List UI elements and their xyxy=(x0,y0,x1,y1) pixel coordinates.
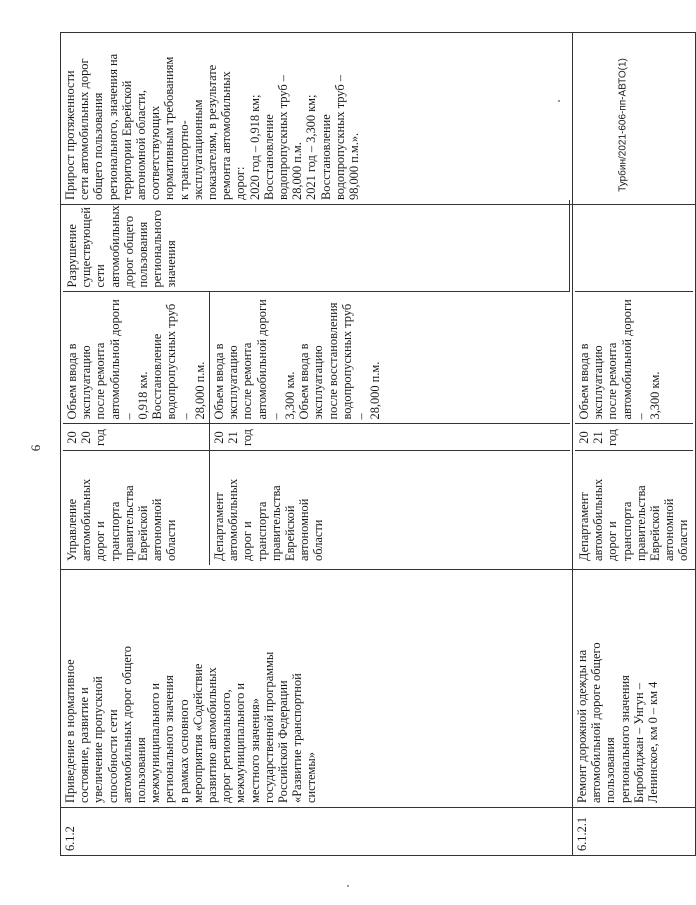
subrows-cell xyxy=(573,205,696,570)
text-line: Департамент xyxy=(212,492,227,561)
text-line: правительства xyxy=(633,485,648,561)
text-line: год xyxy=(93,429,108,446)
year-text xyxy=(212,429,255,447)
text-line: водопропускных труб – xyxy=(339,303,369,420)
result-cell xyxy=(575,292,693,424)
text-line: регионального, значения на xyxy=(105,53,120,200)
text-line: государственной программы xyxy=(261,651,276,803)
text-line: автомобильных xyxy=(226,478,241,561)
sub-row-2020 xyxy=(63,200,210,565)
executor-text xyxy=(212,456,326,562)
text-line: 3,300 км. xyxy=(283,371,298,420)
text-line: области xyxy=(311,519,326,561)
document-code: Турбин/2021-606-пп-АВТО(1) xyxy=(617,58,629,192)
consequence-cell xyxy=(63,200,570,292)
executor-text xyxy=(577,456,691,562)
text-line: пользования xyxy=(603,737,618,803)
year-text xyxy=(577,429,620,447)
text-line: состояние, развитие и xyxy=(77,687,92,803)
text-line: Приведение в нормативное xyxy=(63,659,77,803)
text-line: нормативным требованиям xyxy=(162,56,177,200)
text-line: автомобильной дороги – xyxy=(107,299,136,420)
executor-cell xyxy=(210,451,570,565)
text-line: показателям, в результате xyxy=(205,64,220,200)
table-row-6-1-2 xyxy=(61,33,573,856)
sub-table xyxy=(63,200,570,565)
text-line: Восстановление xyxy=(150,333,165,420)
text-line: 28,000 п.м. xyxy=(192,361,207,420)
result-cell xyxy=(63,292,210,424)
scan-speck xyxy=(347,885,349,887)
text-line: Объем ввода в эксплуатацию xyxy=(212,343,241,420)
event-text xyxy=(575,574,660,803)
text-line: существующей xyxy=(79,207,94,288)
text-line: 2021 год – 3,300 км; xyxy=(304,94,319,200)
text-line: дорог общего xyxy=(121,215,136,288)
indicator-text xyxy=(63,37,361,200)
page-number: 6 xyxy=(28,444,43,452)
text-line: в рамках основного xyxy=(176,699,191,803)
text-line: автомобильной дороги – xyxy=(254,299,283,420)
text-line: дорог регионального, xyxy=(219,689,234,803)
text-line: автономной области, xyxy=(134,90,149,200)
text-line: Ремонт дорожной одежды на xyxy=(575,649,589,803)
text-line: сети xyxy=(93,264,108,288)
scan-speck xyxy=(558,100,560,102)
text-line: автомобильной дороги – xyxy=(619,299,648,420)
text-line: автомобильных xyxy=(591,478,606,561)
result-cell xyxy=(210,292,570,424)
empty-cell xyxy=(575,200,693,292)
text-line: после ремонта xyxy=(605,342,620,420)
text-line: год xyxy=(240,429,255,446)
text-line: мероприятия «Содействие xyxy=(190,663,205,803)
table-row-6-1-2-1 xyxy=(573,33,696,856)
text-line: 28,000 п.м. xyxy=(290,142,305,200)
text-line: год xyxy=(605,429,620,446)
text-line: 2020 xyxy=(65,431,94,444)
text-line: после ремонта xyxy=(93,342,108,420)
text-line: автомобильных xyxy=(107,205,122,288)
event-cell xyxy=(573,570,696,808)
text-line: Объем ввода в эксплуатацию xyxy=(297,343,326,420)
text-line: пользования xyxy=(136,221,151,288)
text-line: 3,300 км. xyxy=(648,371,663,420)
text-line: пользования xyxy=(134,737,149,803)
indicator-cell xyxy=(61,33,573,205)
text-line: области xyxy=(676,519,691,561)
text-line: Российской Федерации xyxy=(276,680,291,803)
text-line: Объем ввода в эксплуатацию xyxy=(577,343,606,420)
program-table xyxy=(60,32,696,856)
text-line: водопропускных труб – xyxy=(276,75,291,200)
text-line: правительства xyxy=(268,485,283,561)
text-line: автомобильных xyxy=(79,478,94,561)
text-line: «Развитие транспортной xyxy=(290,673,305,803)
sub-table xyxy=(575,200,693,565)
text-line: регионального значения xyxy=(162,675,177,803)
text-line: автомобильной дороге общего xyxy=(589,642,604,803)
text-line: дорог и xyxy=(93,521,108,561)
text-line: правительства xyxy=(121,485,136,561)
text-line: после восстановления xyxy=(325,302,340,420)
text-line: регионального значения xyxy=(617,675,632,803)
text-line: автомобильных дорог общего xyxy=(119,646,134,803)
text-line: развитию автомобильных xyxy=(205,667,220,803)
text-line: 0,918 км. xyxy=(136,371,151,420)
text-line: общего пользования xyxy=(91,92,106,200)
text-line: системы» xyxy=(304,752,319,803)
text-line: автономной xyxy=(662,498,677,561)
text-line: транспорта xyxy=(254,501,269,561)
text-line: дорог и xyxy=(240,521,255,561)
consequence-text xyxy=(65,204,179,288)
item-number xyxy=(61,808,573,856)
text-line: регионального xyxy=(150,210,165,288)
executor-text xyxy=(65,456,179,562)
event-cell xyxy=(61,570,573,808)
year-cell xyxy=(210,424,570,451)
subrows-cell xyxy=(61,205,573,570)
text-line: Биробиджан – Унгун – xyxy=(631,683,646,803)
text-line: 28,000 п.м. xyxy=(368,361,383,420)
text-line: 98,000 п.м.». xyxy=(347,132,362,200)
result-text xyxy=(65,297,207,420)
text-line: автономной xyxy=(150,498,165,561)
rotated-table-frame xyxy=(60,33,691,856)
text-line: увеличение пропускной xyxy=(91,676,106,803)
text-line: местного значения» xyxy=(247,698,262,803)
empty-cell xyxy=(573,33,696,205)
text-line: 2021 xyxy=(212,431,241,444)
text-line: 2021 xyxy=(577,431,606,444)
table-container xyxy=(60,33,691,856)
text-line: дорог: xyxy=(233,166,248,200)
year-cell xyxy=(575,424,693,451)
event-text xyxy=(63,574,319,803)
text-line: автономной xyxy=(297,498,312,561)
text-line: межмуниципального и xyxy=(148,682,163,803)
text-line: межмуниципального и xyxy=(233,682,248,803)
text-line: к транспортно- xyxy=(176,120,191,200)
text-line: 2020 год – 0,918 км; xyxy=(247,94,262,200)
text-line: транспорта xyxy=(619,501,634,561)
year-text xyxy=(65,429,108,447)
text-line: Еврейской xyxy=(136,505,151,561)
text-line: Управление xyxy=(65,498,79,561)
text-line: Восстановление xyxy=(318,114,333,200)
text-line: Еврейской xyxy=(648,505,663,561)
text-line: Объем ввода в эксплуатацию xyxy=(65,343,94,420)
text-line: ремонта автомобильных xyxy=(219,71,234,200)
item-number-text: 6.1.2 xyxy=(63,826,77,851)
executor-cell xyxy=(575,451,693,565)
text-line: водопропускных труб – xyxy=(164,303,193,420)
sub-row-2021 xyxy=(575,200,693,565)
text-line: водопропускных труб – xyxy=(332,75,347,200)
text-line: Еврейской xyxy=(283,505,298,561)
text-line: эксплуатационным xyxy=(190,99,205,200)
text-line: способности сети xyxy=(105,709,120,803)
text-line: Разрушение xyxy=(65,224,79,288)
result-text xyxy=(212,297,382,420)
text-line: Департамент xyxy=(577,492,591,561)
result-text xyxy=(577,297,662,420)
item-number xyxy=(573,808,696,856)
text-line: сети автомобильных дорог xyxy=(77,58,92,200)
text-line: Ленинское, км 0 – км 4 xyxy=(646,681,661,803)
text-line: Восстановление xyxy=(261,114,276,200)
text-line: транспорта xyxy=(107,501,122,561)
text-line: дорог и xyxy=(605,521,620,561)
executor-cell xyxy=(63,451,210,565)
text-line: значения xyxy=(164,240,179,288)
text-line: после ремонта xyxy=(240,342,255,420)
text-line: Прирост протяженности xyxy=(63,70,77,200)
text-line: области xyxy=(164,519,179,561)
text-line: соответствующих xyxy=(148,105,163,200)
text-line: территории Еврейской xyxy=(119,80,134,200)
year-cell xyxy=(63,424,210,451)
item-number-text: 6.1.2.1 xyxy=(575,816,589,851)
